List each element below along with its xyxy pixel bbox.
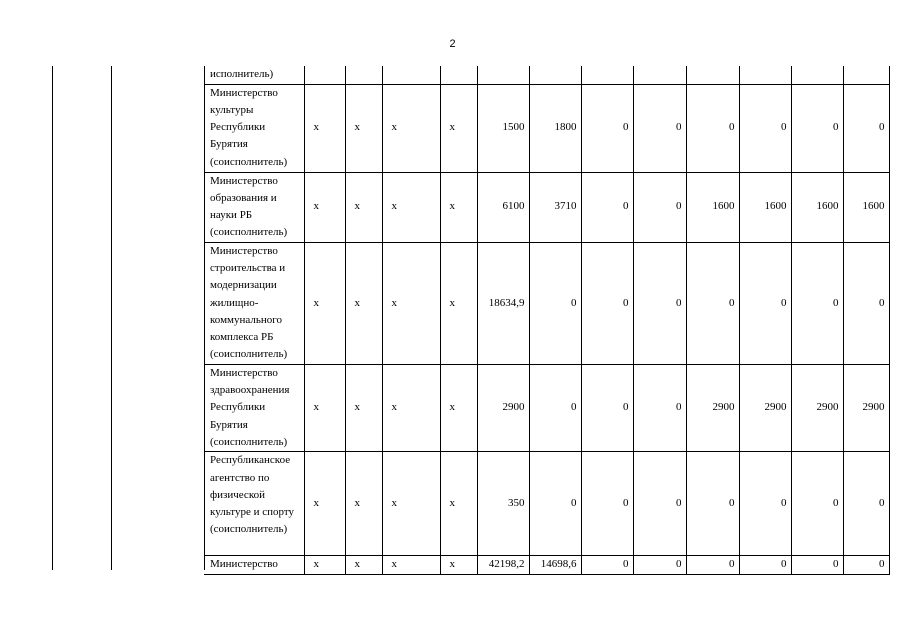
table-cell: x [345, 172, 382, 242]
table-cell: x [304, 556, 345, 574]
table-cell: 0 [791, 242, 843, 364]
executor-name: исполнитель) [204, 66, 304, 84]
table-cell: x [382, 84, 440, 172]
table-cell: 0 [686, 452, 739, 556]
table-cell: 0 [843, 84, 889, 172]
table-cell: 0 [739, 242, 791, 364]
table-cell: 0 [633, 364, 686, 451]
table-cell: x [304, 172, 345, 242]
table-cell: 0 [581, 364, 633, 451]
table-cell: 0 [686, 242, 739, 364]
table-cell: x [382, 242, 440, 364]
table-cell: 2900 [843, 364, 889, 451]
column-divider-1 [111, 66, 112, 570]
table-row [204, 172, 889, 242]
table-cell: x [382, 172, 440, 242]
table-cell: x [382, 452, 440, 556]
table-row [204, 242, 889, 364]
table-cell [345, 66, 382, 84]
executor-name: Министерство образования и науки РБ (соисполнитель) [204, 172, 304, 242]
table-cell: x [304, 364, 345, 451]
table-cell: 2900 [791, 364, 843, 451]
table-cell: x [345, 242, 382, 364]
table-cell [304, 66, 345, 84]
table-cell: 2900 [477, 364, 529, 451]
table-cell: x [304, 84, 345, 172]
executor-name: Министерство здравоохранения Республики Бурятия (соисполнитель) [204, 364, 304, 451]
table-cell: 0 [529, 364, 581, 451]
table-cell: 0 [686, 556, 739, 574]
table-cell: 6100 [477, 172, 529, 242]
table-cell [440, 66, 477, 84]
table-cell: 0 [633, 452, 686, 556]
table-cell: 0 [843, 452, 889, 556]
table-cell [686, 66, 739, 84]
table-cell: 0 [581, 242, 633, 364]
table-cell: x [382, 556, 440, 574]
table-cell [529, 66, 581, 84]
table-cell: 0 [791, 84, 843, 172]
table-cell: 3710 [529, 172, 581, 242]
table-cell: x [440, 172, 477, 242]
table-row [204, 66, 889, 84]
table-row [204, 84, 889, 172]
table-cell: x [440, 84, 477, 172]
table-cell: x [382, 364, 440, 451]
table-cell: 0 [739, 556, 791, 574]
table-cell: 0 [633, 84, 686, 172]
table-cell: x [345, 364, 382, 451]
table-cell: 350 [477, 452, 529, 556]
table-cell: 0 [686, 84, 739, 172]
table-cell [581, 66, 633, 84]
table-cell: 0 [529, 452, 581, 556]
executor-name: Министерство [204, 556, 304, 574]
table-row [204, 452, 889, 556]
executor-name: Министерство культуры Республики Бурятия (соисполнитель) [204, 84, 304, 172]
table-cell [791, 66, 843, 84]
budget-table [204, 66, 890, 575]
table-cell: 0 [791, 556, 843, 574]
table-cell [477, 66, 529, 84]
table-cell: x [440, 364, 477, 451]
table-cell: 0 [739, 452, 791, 556]
table-cell: x [440, 242, 477, 364]
table-cell: 0 [581, 84, 633, 172]
table-cell [739, 66, 791, 84]
table-cell: 0 [633, 172, 686, 242]
table-cell [382, 66, 440, 84]
table-cell: 1600 [843, 172, 889, 242]
table-cell: 0 [581, 556, 633, 574]
table-cell: x [304, 242, 345, 364]
executor-name: Министерство строительства и модернизации жилищно-коммунального комплекса РБ (соисполнитель) [204, 242, 304, 364]
table-cell: 1600 [791, 172, 843, 242]
table-cell: 0 [529, 242, 581, 364]
table-row [204, 556, 889, 574]
table-cell: x [440, 452, 477, 556]
table-cell: 14698,6 [529, 556, 581, 574]
table-cell: x [440, 556, 477, 574]
table-cell: 0 [791, 452, 843, 556]
table-cell: x [345, 84, 382, 172]
table-cell [633, 66, 686, 84]
table-cell: x [345, 452, 382, 556]
table-cell: 1800 [529, 84, 581, 172]
table-cell: 0 [581, 452, 633, 556]
table-cell: 42198,2 [477, 556, 529, 574]
page-number: 2 [449, 38, 456, 50]
table-cell: 0 [581, 172, 633, 242]
table-cell: x [304, 452, 345, 556]
table-cell [843, 66, 889, 84]
table-cell: 2900 [686, 364, 739, 451]
table-row [204, 364, 889, 451]
table-cell: 0 [633, 242, 686, 364]
table-cell: 0 [633, 556, 686, 574]
table-cell: x [345, 556, 382, 574]
table-cell: 0 [843, 556, 889, 574]
table-cell: 1600 [686, 172, 739, 242]
table-cell: 1500 [477, 84, 529, 172]
table-cell: 18634,9 [477, 242, 529, 364]
table-cell: 2900 [739, 364, 791, 451]
left-table-border [52, 66, 53, 570]
table-cell: 0 [739, 84, 791, 172]
table-cell: 1600 [739, 172, 791, 242]
table-cell: 0 [843, 242, 889, 364]
executor-name: Республиканское агентство по физической культуре и спорту (соисполнитель) [204, 452, 304, 556]
